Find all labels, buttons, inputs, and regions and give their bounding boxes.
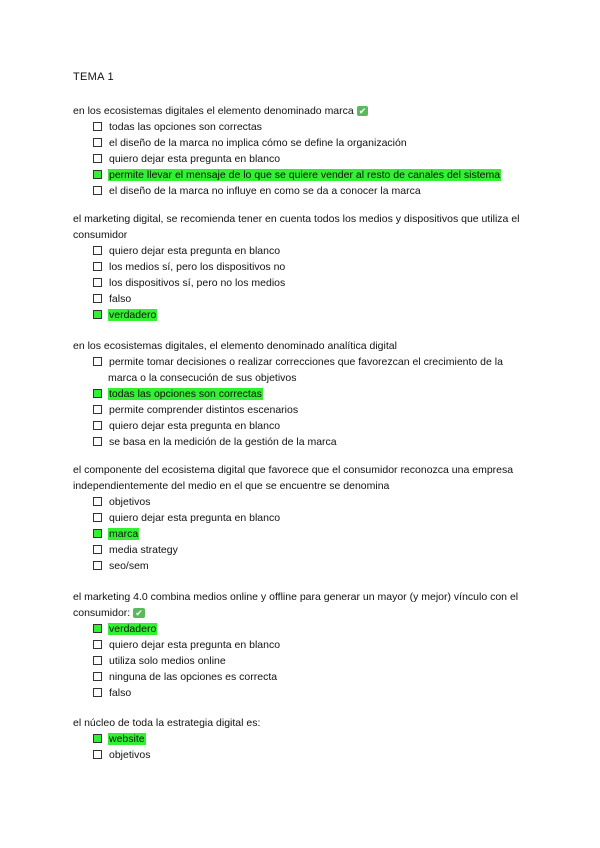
option-item[interactable] xyxy=(73,291,533,307)
option-label: permite comprender distintos escenarios xyxy=(109,404,299,416)
checkbox-icon[interactable] xyxy=(93,640,102,649)
option-item[interactable] xyxy=(73,747,533,763)
option-item[interactable] xyxy=(73,183,533,199)
option-list xyxy=(73,494,533,574)
option-item[interactable] xyxy=(73,637,533,653)
option-label: media strategy xyxy=(109,544,178,556)
option-label: verdadero xyxy=(109,623,157,635)
checkbox-icon[interactable] xyxy=(93,561,102,570)
option-item[interactable] xyxy=(73,685,533,701)
option-correct[interactable] xyxy=(73,731,533,747)
option-item[interactable] xyxy=(73,558,533,574)
checkbox-icon[interactable] xyxy=(93,122,102,131)
option-label: se basa en la medición de la gestión de la marca xyxy=(109,436,337,448)
checkbox-icon[interactable] xyxy=(93,513,102,522)
question-label: en los ecosistemas digitales el elemento denominado marca xyxy=(73,105,354,117)
question-label: el marketing 4.0 combina medios online y offline para generar un mayor (y mejor) vínculo con el consumidor: xyxy=(73,591,519,619)
option-label: objetivos xyxy=(109,749,151,761)
option-item[interactable] xyxy=(73,119,533,135)
question-text xyxy=(73,589,533,621)
option-label: los dispositivos sí, pero no los medios xyxy=(109,277,286,289)
option-list xyxy=(73,354,533,450)
option-item[interactable] xyxy=(73,494,533,510)
page-title: TEMA 1 xyxy=(73,71,114,83)
option-item[interactable] xyxy=(73,135,533,151)
question-block xyxy=(73,715,533,763)
option-label: objetivos xyxy=(109,496,151,508)
checkbox-icon[interactable] xyxy=(93,138,102,147)
option-list xyxy=(73,119,533,199)
option-item[interactable] xyxy=(73,669,533,685)
checkbox-icon[interactable] xyxy=(93,262,102,271)
question-block xyxy=(73,338,533,450)
checkbox-icon[interactable] xyxy=(93,656,102,665)
option-label: verdadero xyxy=(109,309,157,321)
option-item[interactable] xyxy=(73,510,533,526)
option-item[interactable] xyxy=(73,259,533,275)
question-block xyxy=(73,589,533,701)
option-label: website xyxy=(109,733,145,745)
question-text xyxy=(73,103,533,119)
checkbox-icon[interactable] xyxy=(93,278,102,287)
checkbox-icon[interactable] xyxy=(93,310,102,319)
option-label: quiero dejar esta pregunta en blanco xyxy=(109,420,281,432)
option-correct[interactable] xyxy=(73,621,533,637)
question-block xyxy=(73,462,533,574)
check-mark-icon: ✔ xyxy=(135,608,143,618)
checkbox-icon[interactable] xyxy=(93,545,102,554)
option-list xyxy=(73,243,533,323)
checkbox-icon[interactable] xyxy=(93,750,102,759)
checkbox-icon[interactable] xyxy=(93,437,102,446)
checkbox-icon[interactable] xyxy=(93,357,102,366)
checkbox-icon[interactable] xyxy=(93,624,102,633)
checkbox-icon[interactable] xyxy=(93,497,102,506)
question-label: en los ecosistemas digitales, el elemento denominado analítica digital xyxy=(73,340,397,352)
checkbox-icon[interactable] xyxy=(93,688,102,697)
option-label: falso xyxy=(109,687,132,699)
option-item[interactable] xyxy=(73,418,533,434)
option-label: los medios sí, pero los dispositivos no xyxy=(109,261,286,273)
option-item[interactable] xyxy=(73,275,533,291)
checkbox-icon[interactable] xyxy=(93,246,102,255)
option-label: marca xyxy=(109,528,139,540)
option-label: todas las opciones son correctas xyxy=(109,121,262,133)
checkbox-icon[interactable] xyxy=(93,672,102,681)
option-item[interactable] xyxy=(73,151,533,167)
option-item[interactable] xyxy=(73,402,533,418)
option-correct[interactable] xyxy=(73,526,533,542)
option-item[interactable] xyxy=(73,243,533,259)
option-list xyxy=(73,621,533,701)
checkbox-icon[interactable] xyxy=(93,405,102,414)
checkbox-icon[interactable] xyxy=(93,186,102,195)
option-correct[interactable] xyxy=(73,386,533,402)
checkbox-icon[interactable] xyxy=(93,421,102,430)
checkbox-icon[interactable] xyxy=(93,734,102,743)
option-label: permite tomar decisiones o realizar correcciones que favorezcan el crecimiento de la marca o la consecución de sus objetivos xyxy=(108,356,503,384)
question-text xyxy=(73,338,533,354)
option-label: seo/sem xyxy=(109,560,149,572)
option-label: utiliza solo medios online xyxy=(109,655,226,667)
option-item[interactable] xyxy=(73,542,533,558)
question-text xyxy=(73,715,533,731)
option-label: falso xyxy=(109,293,132,305)
question-block xyxy=(73,103,533,199)
option-label: quiero dejar esta pregunta en blanco xyxy=(109,639,281,651)
option-list xyxy=(73,731,533,763)
question-label: el marketing digital, se recomienda tener en cuenta todos los medios y dispositivos que utiliza el consumidor xyxy=(73,213,520,241)
question-label: el componente del ecosistema digital que favorece que el consumidor reconozca una empresa independientemente del medio en el que se encuentre se denomina xyxy=(73,464,514,492)
checkbox-icon[interactable] xyxy=(93,389,102,398)
option-correct[interactable] xyxy=(73,307,533,323)
checkbox-icon[interactable] xyxy=(93,170,102,179)
question-block xyxy=(73,211,533,323)
option-label: todas las opciones son correctas xyxy=(109,388,262,400)
checkbox-icon[interactable] xyxy=(93,294,102,303)
option-item[interactable] xyxy=(73,653,533,669)
option-label: quiero dejar esta pregunta en blanco xyxy=(109,245,281,257)
option-label: quiero dejar esta pregunta en blanco xyxy=(109,153,281,165)
question-label: el núcleo de toda la estrategia digital es: xyxy=(73,717,261,729)
checkbox-icon[interactable] xyxy=(93,529,102,538)
option-label: el diseño de la marca no influye en como se da a conocer la marca xyxy=(109,185,421,197)
question-text xyxy=(73,462,533,494)
check-mark-icon: ✔ xyxy=(358,106,367,116)
question-text xyxy=(73,211,533,243)
option-label: quiero dejar esta pregunta en blanco xyxy=(109,512,281,524)
checkbox-icon[interactable] xyxy=(93,154,102,163)
option-label: ninguna de las opciones es correcta xyxy=(109,671,278,683)
option-item[interactable] xyxy=(73,354,533,386)
option-item[interactable] xyxy=(73,434,533,450)
option-correct[interactable] xyxy=(73,167,533,183)
option-label: el diseño de la marca no implica cómo se define la organización xyxy=(109,137,407,149)
option-label: permite llevar el mensaje de lo que se quiere vender al resto de canales del sistema xyxy=(109,169,501,181)
